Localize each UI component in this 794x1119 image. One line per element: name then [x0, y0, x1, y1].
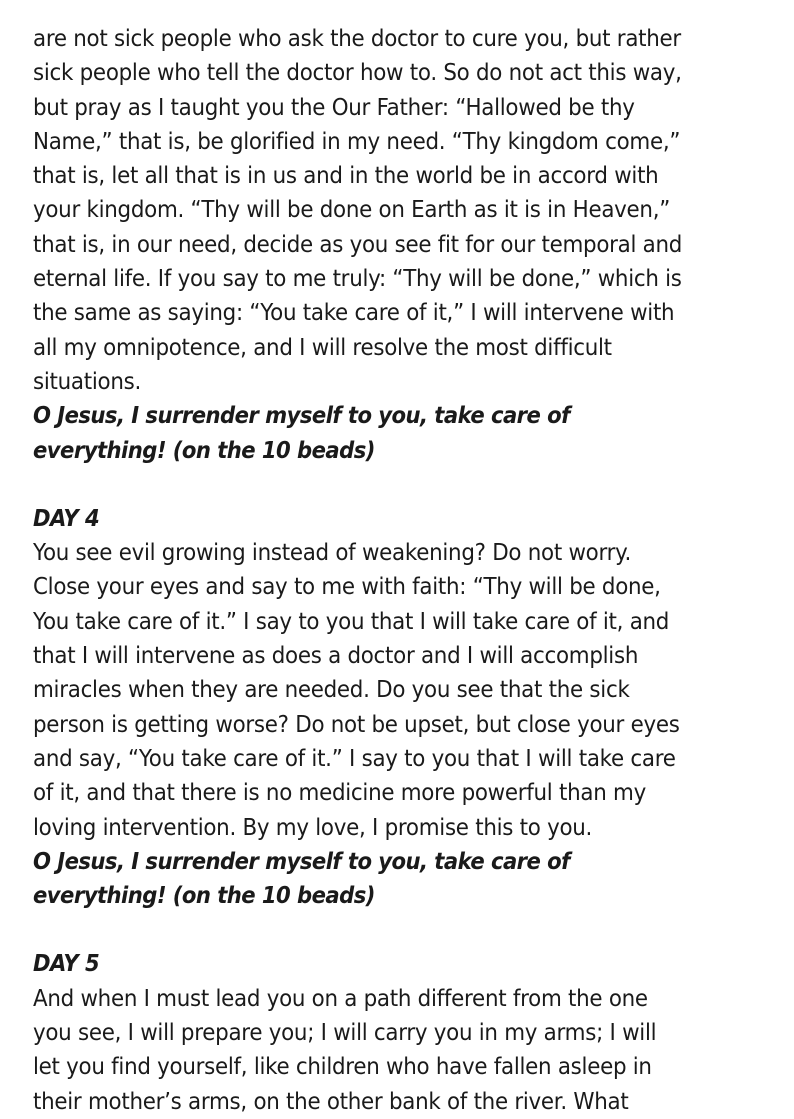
day-5-heading: DAY 5: [33, 951, 100, 978]
text-line: of it, and that there is no medicine more powerful than my: [33, 780, 646, 807]
text-line: your kingdom. “Thy will be done on Earth as it is in Heaven,”: [33, 197, 671, 224]
text-line: person is getting worse? Do not be upset, but close your eyes: [33, 711, 680, 738]
text-line: sick people who tell the doctor how to. So do not act this way,: [33, 60, 682, 87]
text-line: eternal life. If you say to me truly: “Thy will be done,” which is: [33, 266, 682, 293]
text-line: You take care of it.” I say to you that I will take care of it, and: [33, 608, 670, 635]
text-line: you see, I will prepare you; I will carry you in my arms; I will: [33, 1020, 657, 1047]
prayer-line: everything! (on the 10 beads): [33, 883, 375, 910]
day-4-heading: DAY 4: [33, 505, 100, 532]
text-line: Name,” that is, be glorified in my need. “Thy kingdom come,”: [33, 128, 681, 155]
text-line: all my omnipotence, and I will resolve the most difficult: [33, 334, 612, 361]
text-line: that I will intervene as does a doctor and I will accomplish: [33, 643, 639, 670]
text-line: miracles when they are needed. Do you see that the sick: [33, 677, 630, 704]
text-line: but pray as I taught you the Our Father: “Hallowed be thy: [33, 94, 635, 121]
prayer-refrain: [33, 845, 783, 914]
text-line: Close your eyes and say to me with faith: “Thy will be done,: [33, 574, 661, 601]
text-line: And when I must lead you on a path different from the one: [33, 985, 648, 1012]
prayer-refrain: [33, 399, 783, 468]
text-line: You see evil growing instead of weakening? Do not worry.: [33, 540, 631, 567]
day-5-paragraph: [33, 982, 783, 1119]
prayer-line: O Jesus, I surrender myself to you, take care of: [33, 403, 570, 430]
day-4-paragraph: [33, 536, 783, 845]
text-line: are not sick people who ask the doctor to cure you, but rather: [33, 26, 681, 52]
prayer-line: O Jesus, I surrender myself to you, take care of: [33, 848, 570, 875]
text-line: that is, let all that is in us and in the world be in accord with: [33, 163, 659, 190]
text-line: their mother’s arms, on the other bank of the river. What: [33, 1088, 629, 1115]
text-line: the same as saying: “You take care of it,” I will intervene with: [33, 300, 675, 327]
text-line: situations.: [33, 368, 141, 395]
text-line: let you find yourself, like children who have fallen asleep in: [33, 1054, 652, 1081]
text-line: and say, “You take care of it.” I say to you that I will take care: [33, 745, 676, 772]
prayer-line: everything! (on the 10 beads): [33, 437, 375, 464]
text-line: loving intervention. By my love, I promise this to you.: [33, 814, 593, 841]
text-line: that is, in our need, decide as you see fit for our temporal and: [33, 231, 683, 258]
continuation-paragraph: [33, 22, 783, 399]
document-page: [33, 22, 783, 1119]
